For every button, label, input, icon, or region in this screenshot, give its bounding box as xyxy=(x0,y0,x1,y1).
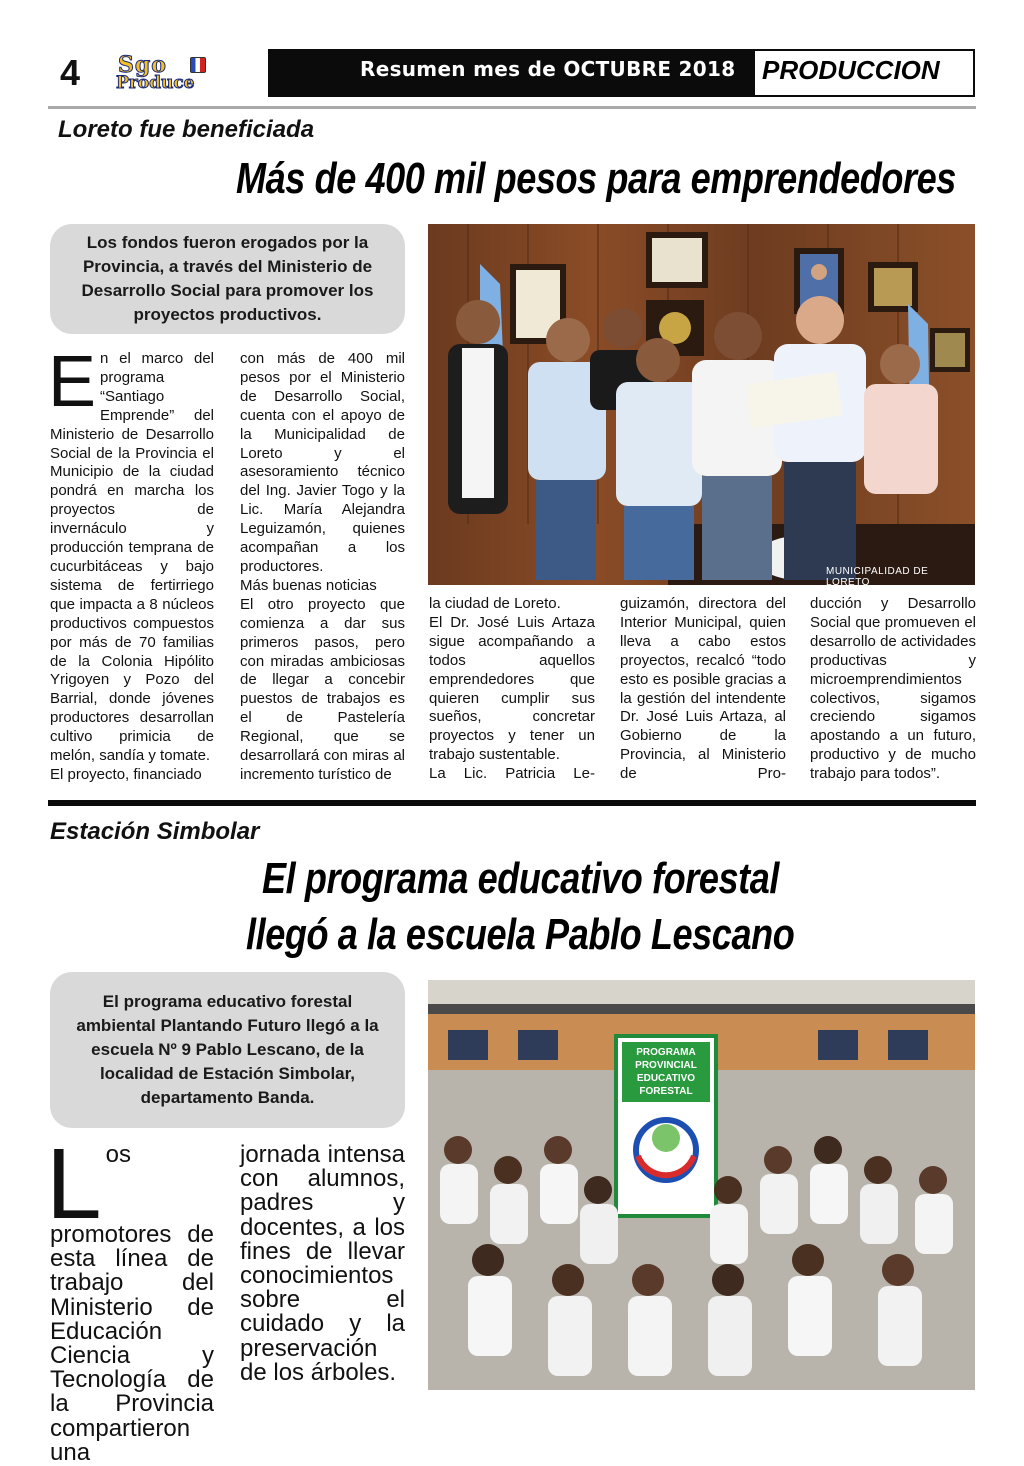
article2-photo xyxy=(428,980,975,1390)
edition-label: Resumen mes de OCTUBRE 2018 xyxy=(360,57,736,81)
article1-col2-body-2: El otro proyecto que comienza a dar sus primeros pasos, pero con miradas ambiciosas de llegar a concebir puestos de trabajos es el de Pastelería Regional, que se desarrollará con miras al incremento turístico de xyxy=(240,595,405,783)
page-number: 4 xyxy=(60,52,81,93)
sgo-produce-logo xyxy=(116,52,256,92)
article1-photo xyxy=(428,224,975,585)
article1-column-1 xyxy=(48,342,214,785)
article1-column-5 xyxy=(810,595,976,784)
article1-col2-body: con más de 400 mil pesos por el Ministerio de Desarrollo Social, cuenta con el apoyo de la Municipalidad de Loreto y el asesoramiento técnico del Ing. Javier Togo y la Lic. María Alejandra Leguizamón, quienes acompañan a los productores. xyxy=(240,350,405,575)
article2-col2-body: jornada intensa con alumnos, padres y docentes, a los fines de llevar conocimientos sobre el cuidado y la preservación de los árboles. xyxy=(240,1141,405,1386)
group-photo-illustration xyxy=(428,224,975,585)
dropcap-e: E xyxy=(48,342,97,422)
article1-subhead: Más buenas noticias xyxy=(240,576,377,594)
article1-col5-body: ducción y Desarrollo Social que promueven el desarrollo de actividades productivas y microemprendimientos colectivos, sigamos creciendo sigamos apostando a un futuro, productivo y de mucho trabajo para todos”. xyxy=(810,595,976,783)
article1-col3-body-3: La Lic. Patricia Le- xyxy=(429,765,595,783)
banner-line-4: FORESTAL xyxy=(639,1086,693,1097)
article1-column-3 xyxy=(429,595,595,784)
logo-line1: Sgo xyxy=(118,52,167,78)
article1-col3-body-2: El Dr. José Luis Artaza sigue acompañando a todos aquellos emprendedores que quieren cumplir sus sueños, concretar proyectos y tener un trabajo sustentable. xyxy=(429,613,595,764)
banner-line-1: PROGRAMA xyxy=(636,1047,696,1058)
banner-line-3: EDUCATIVO xyxy=(636,1073,696,1084)
header-rule xyxy=(48,106,976,109)
section-label: PRODUCCION xyxy=(762,55,940,85)
forest-program-banner xyxy=(624,1046,708,1098)
article1-col3-body: la ciudad de Loreto. xyxy=(429,595,561,612)
article2-kicker: Estación Simbolar xyxy=(50,818,260,845)
article1-summary: Los fondos fueron erogados por la Provincia, a través del Ministerio de Desarrollo Social para promover los proyectos productivos. xyxy=(50,224,405,334)
logo-line2: Produce xyxy=(116,73,195,93)
article2-summary: El programa educativo forestal ambiental Plantando Futuro llegó a la escuela Nº 9 Pablo Lescano, de la localidad de Estación Simbolar, departamento Banda. xyxy=(50,972,405,1128)
article1-col4-body: guizamón, directora del Interior Municipal, quien lleva a cabo estos proyectos, recalcó “todo esto es posible gracias a la gestión del intendente Dr. José Luis Artaza, al Gobierno de la Provincia, al Ministerio de Pro- xyxy=(620,595,786,783)
section-divider xyxy=(48,800,976,806)
article1-col1-body-2: El proyecto, financiado xyxy=(50,765,202,783)
dropcap-l: L xyxy=(46,1128,102,1240)
flag-icon xyxy=(190,57,206,73)
article1-col1-body: n el marco del programa “Santiago Emprende” del Ministerio de Desarrollo Social de la Provincia el Municipio de la ciudad pondrá en marcha los proyectos de invernáculo y producción temprana de cucurbitáceas y bajo sistema de fertirriego que impacta a 8 núcleos productivos compuestos por más de 70 familias de la Colonia Hipólito Yrigoyen y Pozo del Barrial, donde jóvenes productores desarrollan cultivo primicia de melón, sandía y tomate. xyxy=(50,350,214,765)
photo-credit: MUNICIPALIDAD DE LORETO xyxy=(826,566,929,585)
article1-title: Más de 400 mil pesos para emprendedores xyxy=(236,154,956,203)
article1-column-4 xyxy=(620,595,786,784)
article1-kicker: Loreto fue beneficiada xyxy=(58,116,315,143)
article2-title-line2: llegó a la escuela Pablo Lescano xyxy=(246,910,795,959)
school-photo-illustration xyxy=(428,980,975,1390)
article1-column-2 xyxy=(240,350,405,785)
article2-column-2 xyxy=(240,1143,405,1385)
article2-col1-body: os promotores de esta línea de trabajo del Ministerio de Educación Ciencia y Tecnología de la Provincia compartieron una xyxy=(50,1141,214,1466)
banner-line-2: PROVINCIAL xyxy=(635,1060,697,1071)
article2-column-1 xyxy=(46,1128,214,1466)
article2-title-line1: El programa educativo forestal xyxy=(262,854,780,903)
